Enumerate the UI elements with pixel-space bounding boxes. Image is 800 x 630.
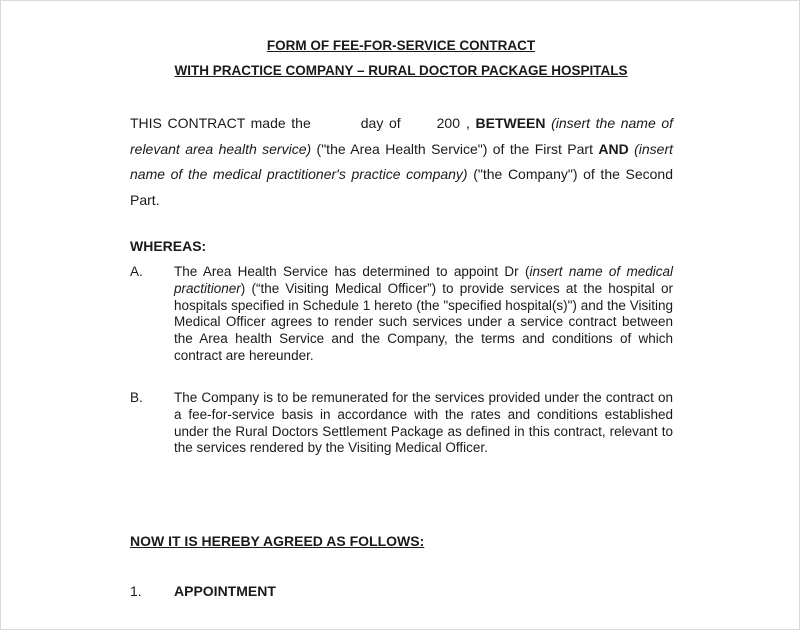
intro-text: ("the Area Health Service") of the First Part	[311, 140, 599, 157]
recital-label: B.	[130, 390, 143, 405]
intro-text: day of	[360, 115, 401, 131]
intro-text: ("the Company") of the Second Part.	[130, 166, 673, 208]
recital-text-part: ) (“the Visiting Medical Officer”) to provide services at the hospital or hospitals specified in Schedule 1 hereto (the "specified hospital(s)") and the Visiting Medical Officer agrees to render such services under a service contract between the Area health Service and the Company, the terms and conditions of which contract are hereunder.	[174, 280, 673, 363]
intro-text: THIS CONTRACT made the	[130, 115, 311, 131]
intro-text: ,	[465, 115, 476, 131]
recital-a	[130, 264, 673, 365]
insert-area-health-service: (insert the name of relevant area health service)	[130, 115, 674, 157]
between-keyword: BETWEEN	[475, 115, 546, 131]
insert-practitioner-name: insert name of medical practitioner	[174, 264, 673, 296]
and-keyword: AND	[598, 140, 629, 157]
document-title: FORM OF FEE-FOR-SERVICE CONTRACT	[266, 38, 536, 53]
agreed-heading: NOW IT IS HEREBY AGREED AS FOLLOWS:	[130, 533, 425, 549]
recital-label: A.	[130, 264, 143, 279]
section-number: 1.	[130, 583, 142, 599]
recital-text: The Company is to be remunerated for the services provided under the contract on a fee-for-service basis in accordance with the rates and conditions established under the Rural Doctors Settlement Package as defined in this contract, relevant to the services rendered by the Visiting Medical Officer.	[174, 390, 673, 456]
recital-text	[174, 264, 673, 365]
document-subtitle: WITH PRACTICE COMPANY – RURAL DOCTOR PACKAGE HOSPITALS	[174, 63, 628, 78]
whereas-heading: WHEREAS:	[130, 238, 207, 254]
recital-text-part: The Area Health Service has determined to appoint Dr (	[174, 264, 530, 279]
insert-practice-company: (insert name of the medical practitioner's practice company)	[130, 140, 673, 182]
recital-b	[130, 390, 673, 457]
section-heading: APPOINTMENT	[174, 583, 276, 599]
year-text: 200	[436, 115, 460, 131]
intro-paragraph	[130, 111, 673, 213]
